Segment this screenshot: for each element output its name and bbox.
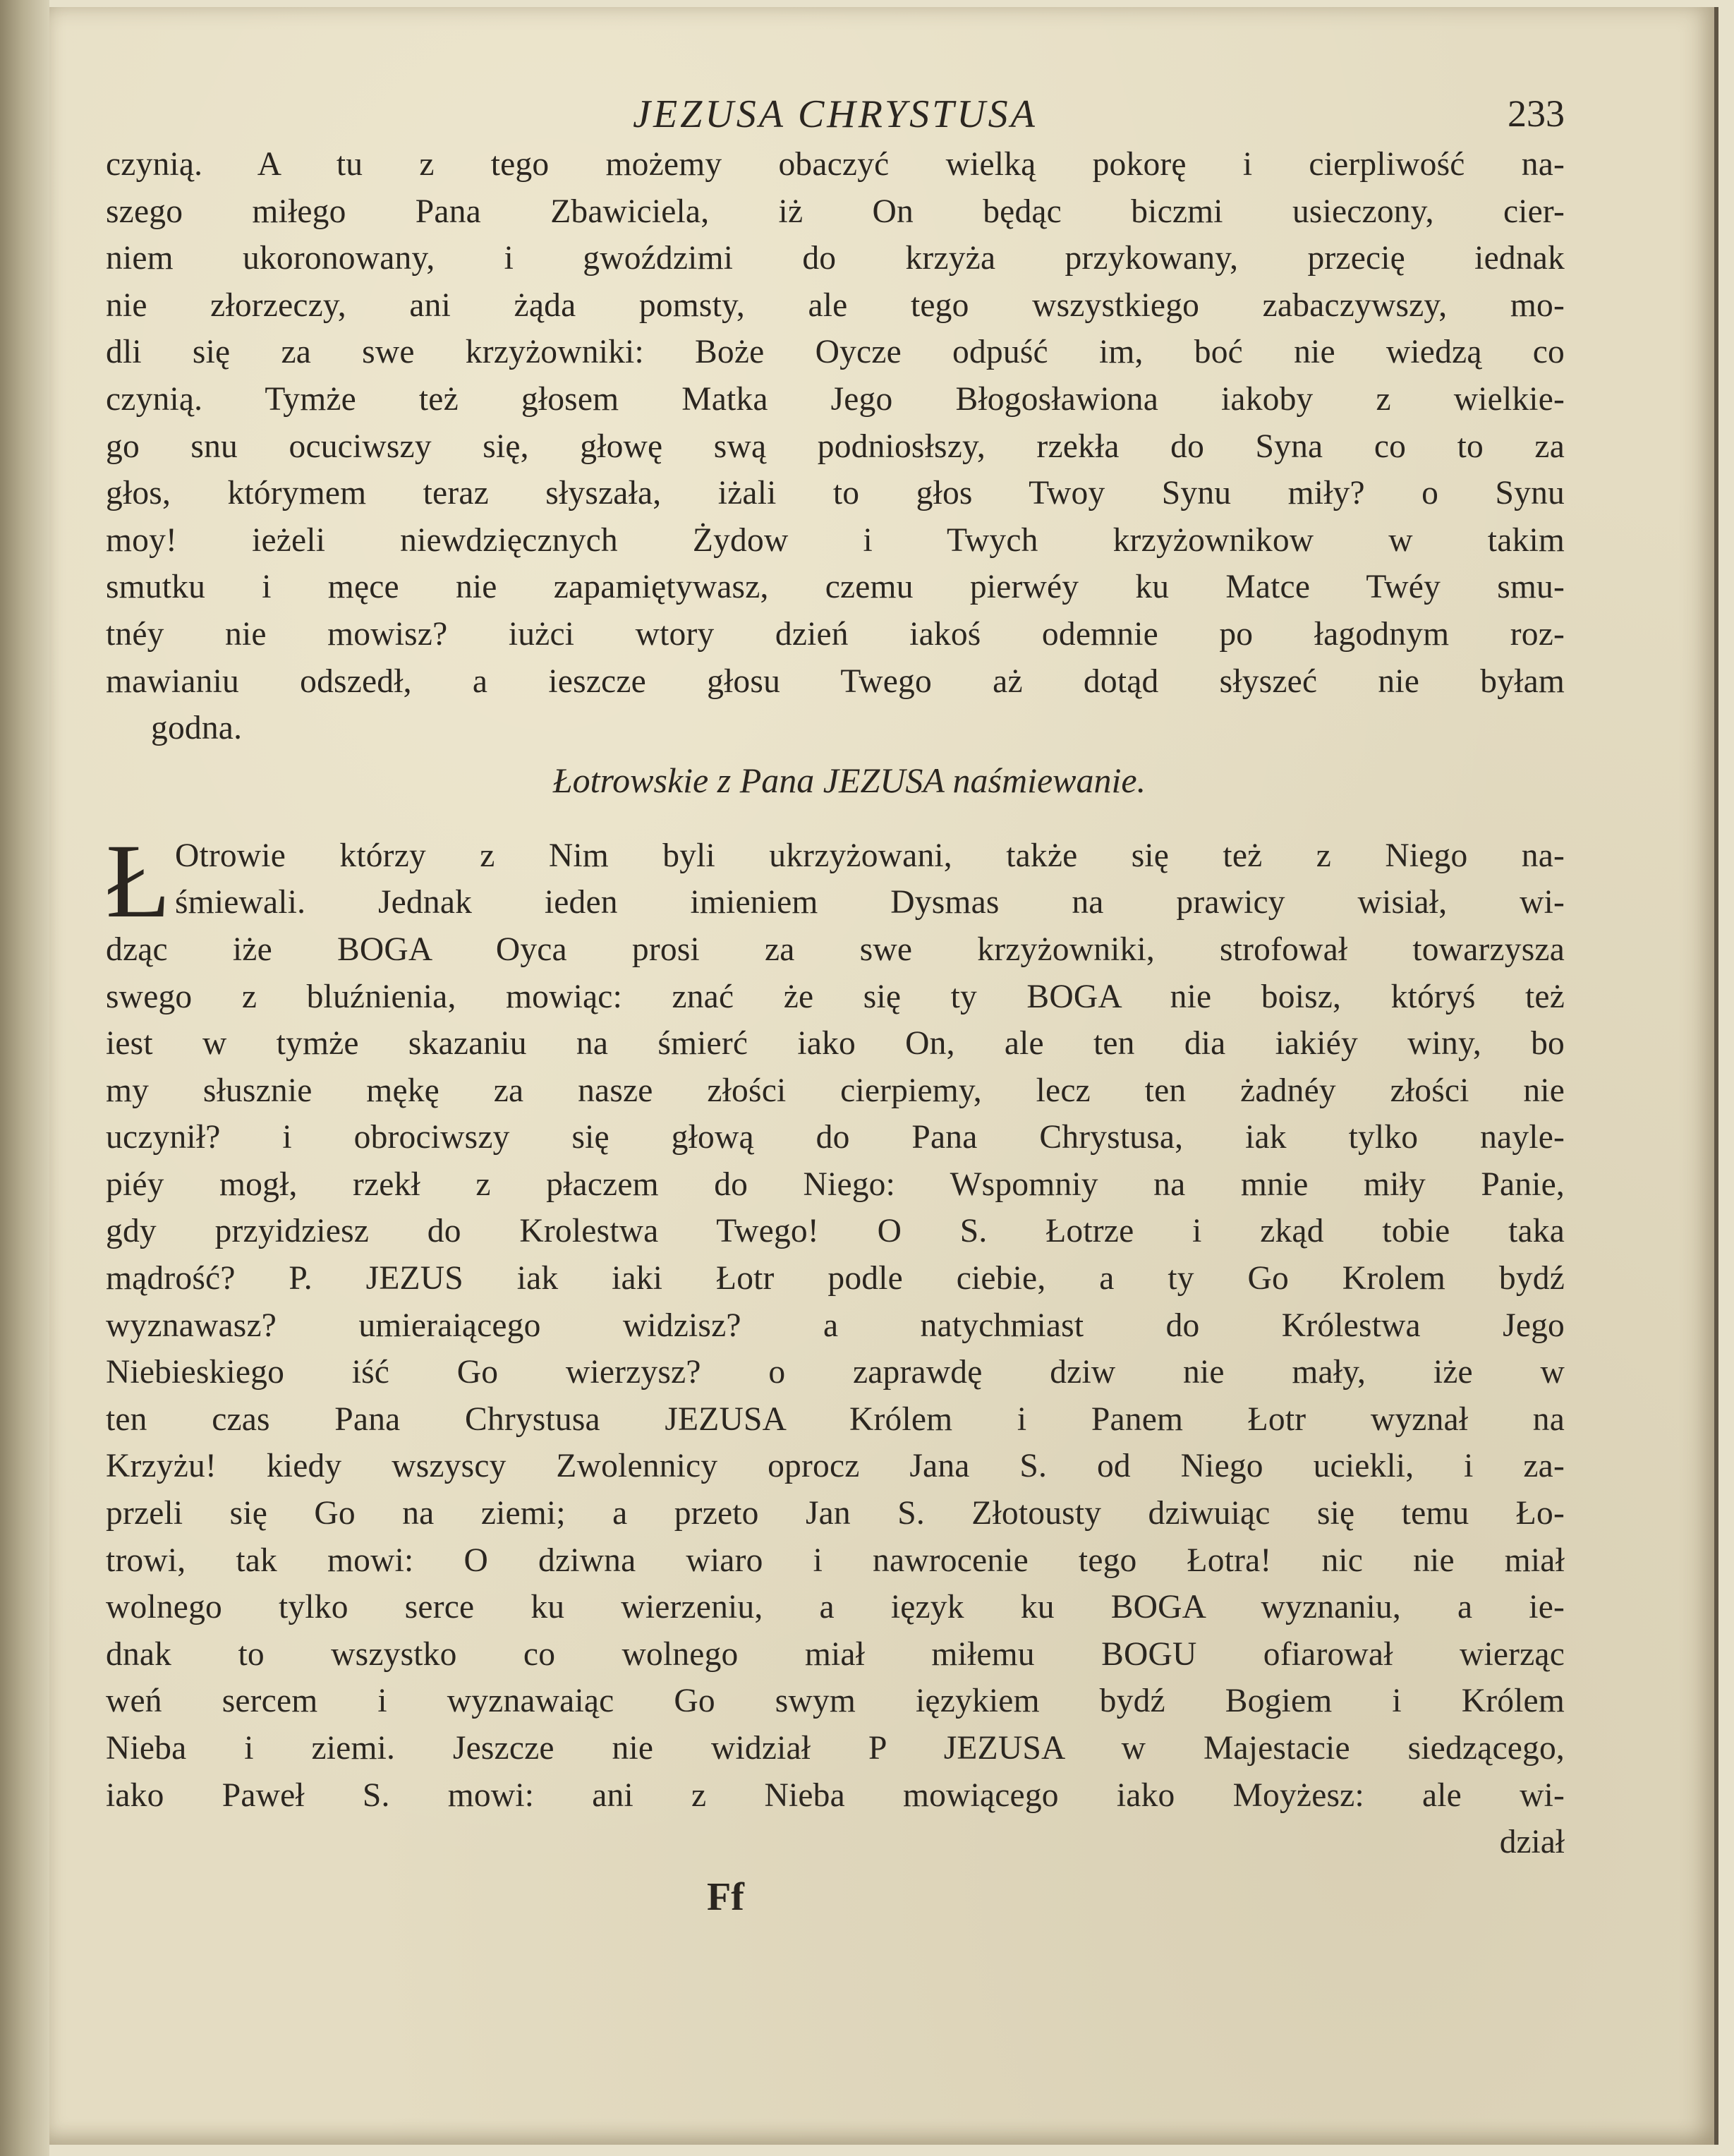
text-line: go snu ocuciwszy się, głowę swą podniosłszy, rzekła do Syna co to za (106, 428, 1565, 465)
text-line: my słusznie mękę za nasze złości cierpiemy, lecz ten żadnéy złości nie (106, 1072, 1565, 1109)
section-heading: Łotrowskie z Pana JEZUSA naśmiewanie. (552, 760, 1146, 800)
text-line: mądrość? P. JEZUS iak iaki Łotr podle ciebie, a ty Go Krolem bydź (106, 1260, 1565, 1297)
text-line: tnéy nie mowisz? iużci wtory dzień iakoś odemnie po łagodnym roz- (106, 615, 1565, 653)
drop-cap: Ł (106, 822, 171, 940)
text-line: głos, którymem teraz słyszała, iżali to głos Twoy Synu miły? o Synu (106, 475, 1565, 512)
text-line: smutku i męce nie zapamiętywasz, czemu pierwéy ku Matce Twéy smu- (106, 569, 1565, 606)
text-line: czynią. A tu z tego możemy obaczyć wielką pokorę i cierpliwość na- (106, 146, 1565, 183)
text-line: ten czas Pana Chrystusa JEZUSA Królem i Panem Łotr wyznał na (106, 1400, 1565, 1438)
text-line: uczynił? i obrociwszy się głową do Pana Chrystusa, iak tylko naylе- (106, 1119, 1565, 1156)
text-line: śmiewali. Jednak ieden imieniem Dysmas na prawicy wisiał, wi- (175, 884, 1565, 921)
catchword-row (106, 1819, 1565, 1865)
text-line: weń sercem i wyznawaiąc Go swym ięzykiem bydź Bogiem i Królem (106, 1683, 1565, 1720)
text-line: iako Paweł S. mowi: ani z Nieba mowiącego iako Moyżesz: ale wi- (106, 1776, 1565, 1814)
text-line: wolnego tylko serce ku wierzeniu, a ięzyk ku BOGA wyznaniu, a ie- (106, 1589, 1565, 1626)
text-line: piéy mogł, rzekł z płaczem do Niego: Wspomniy na mnie miły Panie, (106, 1165, 1565, 1203)
book-page (49, 7, 1718, 2145)
text-line: Nieba i ziemi. Jeszcze nie widział P JEZUSA w Majestacie siedzącego, (106, 1730, 1565, 1767)
text-line: gdy przyidziesz do Krolestwa Twego! O S. Łotrze i zkąd tobie taka (106, 1213, 1565, 1250)
running-head (106, 92, 1565, 141)
catchword: dział (1499, 1824, 1565, 1861)
paragraph-2 (106, 822, 1565, 1819)
book-gutter (0, 0, 49, 2156)
text-line: Niebieskiego iść Go wierzysz? o zaprawdę dziw nie mały, iże w (106, 1354, 1565, 1391)
text-line: dnak to wszystko co wolnego miał miłemu BOGU ofiarował wierząc (106, 1635, 1565, 1673)
running-title: JEZUSA CHRYSTUSA (633, 92, 1038, 136)
text-line: przeli się Go na ziemi; a przeto Jan S. Złotousty dziwuiąc się temu Ło- (106, 1495, 1565, 1532)
signature-mark: Ff (707, 1875, 744, 1920)
text-block (106, 92, 1565, 1929)
text-line: iest w tymże skazaniu na śmierć iako On, ale ten dia iakiéy winy, bo (106, 1025, 1565, 1062)
text-line: dli się za swe krzyżowniki: Boże Oycze odpuść im, boć nie wiedzą co (106, 334, 1565, 371)
text-line: dząc iże BOGA Oyca prosi za swe krzyżowniki, strofował towarzysza (106, 931, 1565, 968)
text-line: szego miłego Pana Zbawiciela, iż On będąc biczmi usieczony, cier- (106, 193, 1565, 230)
text-line: niem ukoronowany, i gwoździmi do krzyża przykowany, przecię iednak (106, 240, 1565, 277)
text-line: swego z bluźnienia, mowiąc: znać że się ty BOGA nie boisz, któryś też (106, 978, 1565, 1015)
text-line: wyznawasz? umieraiącego widzisz? a natychmiast do Królestwa Jego (106, 1307, 1565, 1344)
text-line: Otrowie którzy z Nim byli ukrzyżowani, także się też z Niego na- (175, 837, 1565, 874)
page-number: 233 (1508, 92, 1565, 135)
paragraph-1 (106, 141, 1565, 705)
text-line: mawianiu odszedł, a ieszcze głosu Twego aż dotąd słyszeć nie byłam (106, 662, 1565, 700)
text-line: moy! ieżeli niewdzięcznych Żydow i Twych krzyżownikow w takim (106, 521, 1565, 559)
text-line: trowi, tak mowi: O dziwna wiaro i nawrocenie tego Łotra! nic nie miał (106, 1542, 1565, 1579)
text-line: Krzyżu! kiedy wszyscy Zwolennicy oprocz Jana S. od Niego uciekli, i za- (106, 1448, 1565, 1485)
text-line: czynią. Tymże też głosem Matka Jego Błogosławiona iakoby z wielkie- (106, 380, 1565, 418)
text-line: nie złorzeczy, ani żąda pomsty, ale tego wszystkiego zabaczywszy, mo- (106, 286, 1565, 324)
paragraph-1-last-line: godna. (151, 710, 243, 747)
